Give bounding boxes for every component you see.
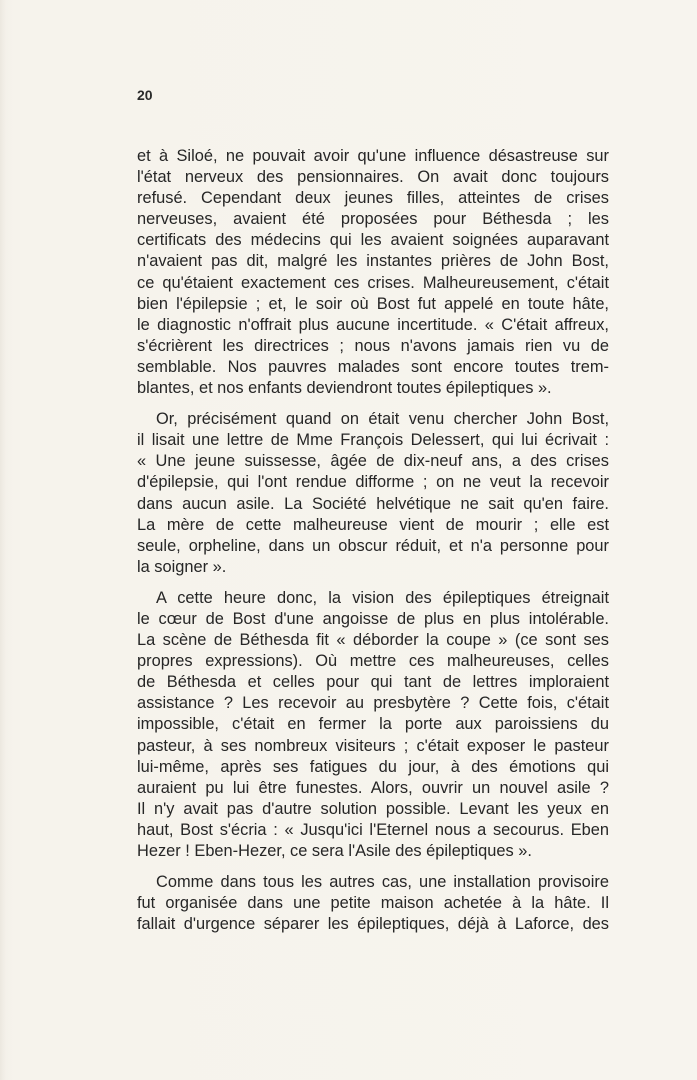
text-line: La scène de Béthesda fit « déborder la coupe » (ce sont ses: [137, 631, 609, 650]
text-line: et à Siloé, ne pouvait avoir qu'une influence désastreuse sur: [137, 147, 609, 165]
text-line: Or, précisément quand on était venu chercher John Bost,: [156, 410, 609, 429]
text-line: la soigner ».: [137, 557, 227, 576]
text-line: le cœur de Bost d'une angoisse de plus en plus intolérable.: [137, 609, 609, 628]
paragraph-gap: [137, 862, 609, 872]
text-line: semblable. Nos pauvres malades sont encore toutes trem-: [137, 357, 609, 376]
paragraph-1: [137, 146, 609, 399]
text-line: lui-même, après ses fatigues du jour, à des émotions qui: [137, 757, 609, 776]
text-line: haut, Bost s'écria : « Jusqu'ici l'Eternel nous a secourus. Eben: [137, 820, 609, 839]
text-line: dans aucun asile. La Société helvétique ne sait qu'en faire.: [137, 494, 609, 513]
text-line: s'écrièrent les directrices ; nous n'avons jamais rien vu de: [137, 336, 609, 355]
text-line: il lisait une lettre de Mme François Delessert, qui lui écrivait :: [137, 431, 609, 450]
text-line: A cette heure donc, la vision des épileptiques étreignait: [156, 588, 609, 607]
text-line: ce qu'étaient exactement ces crises. Malheureusement, c'était: [137, 273, 609, 292]
text-line: Il n'y avait pas d'autre solution possible. Levant les yeux en: [137, 799, 609, 818]
text-line: propres expressions). Où mettre ces malheureuses, celles: [137, 652, 609, 671]
text-line: « Une jeune suissesse, âgée de dix-neuf ans, a des crises: [137, 452, 609, 471]
paragraph-gap: [137, 399, 609, 409]
text-line: La mère de cette malheureuse vient de mourir ; elle est: [137, 515, 609, 534]
text-line: fut organisée dans une petite maison achetée à la hâte. Il: [137, 894, 609, 913]
text-line: auraient pu lui être funestes. Alors, ouvrir un nouvel asile ?: [137, 778, 609, 797]
page-number: 20: [137, 87, 153, 103]
text-line: certificats des médecins qui les avaient soignées auparavant: [137, 231, 609, 250]
text-line: l'état nerveux des pensionnaires. On avait donc toujours: [137, 168, 609, 187]
text-line: refusé. Cependant deux jeunes filles, atteintes de crises: [137, 189, 609, 208]
text-line: de Béthesda et celles pour qui tant de lettres imploraient: [137, 673, 609, 692]
text-line: n'avaient pas dit, malgré les instantes prières de John Bost,: [137, 252, 609, 271]
text-line: seule, orpheline, dans un obscur réduit, et n'a personne pour: [137, 536, 609, 555]
paragraph-2: [137, 409, 609, 578]
text-line: bien l'épilepsie ; et, le soir où Bost fut appelé en toute hâte,: [137, 294, 609, 313]
text-line: nerveuses, avaient été proposées pour Béthesda ; les: [137, 210, 609, 229]
text-line: assistance ? Les recevoir au presbytère ? Cette fois, c'était: [137, 694, 609, 713]
paragraph-gap: [137, 578, 609, 588]
text-line: Hezer ! Eben-Hezer, ce sera l'Asile des épileptiques ».: [137, 842, 532, 860]
body-text: [137, 146, 609, 935]
text-line: blantes, et nos enfants deviendront toutes épileptiques ».: [137, 379, 552, 398]
text-line: pasteur, à ses nombreux visiteurs ; c'était exposer le pasteur: [137, 736, 609, 755]
text-line: Comme dans tous les autres cas, une installation provisoire: [156, 873, 609, 892]
text-line: fallait d'urgence séparer les épileptiques, déjà à Laforce, des: [137, 915, 609, 934]
text-line: impossible, c'était en fermer la porte aux paroissiens du: [137, 715, 609, 734]
text-line: le diagnostic n'offrait plus aucune incertitude. « C'était affreux,: [137, 315, 609, 334]
paragraph-4: [137, 872, 609, 935]
text-line: d'épilepsie, qui l'ont rendue difforme ; on ne veut la recevoir: [137, 473, 609, 492]
paragraph-3: [137, 588, 609, 862]
